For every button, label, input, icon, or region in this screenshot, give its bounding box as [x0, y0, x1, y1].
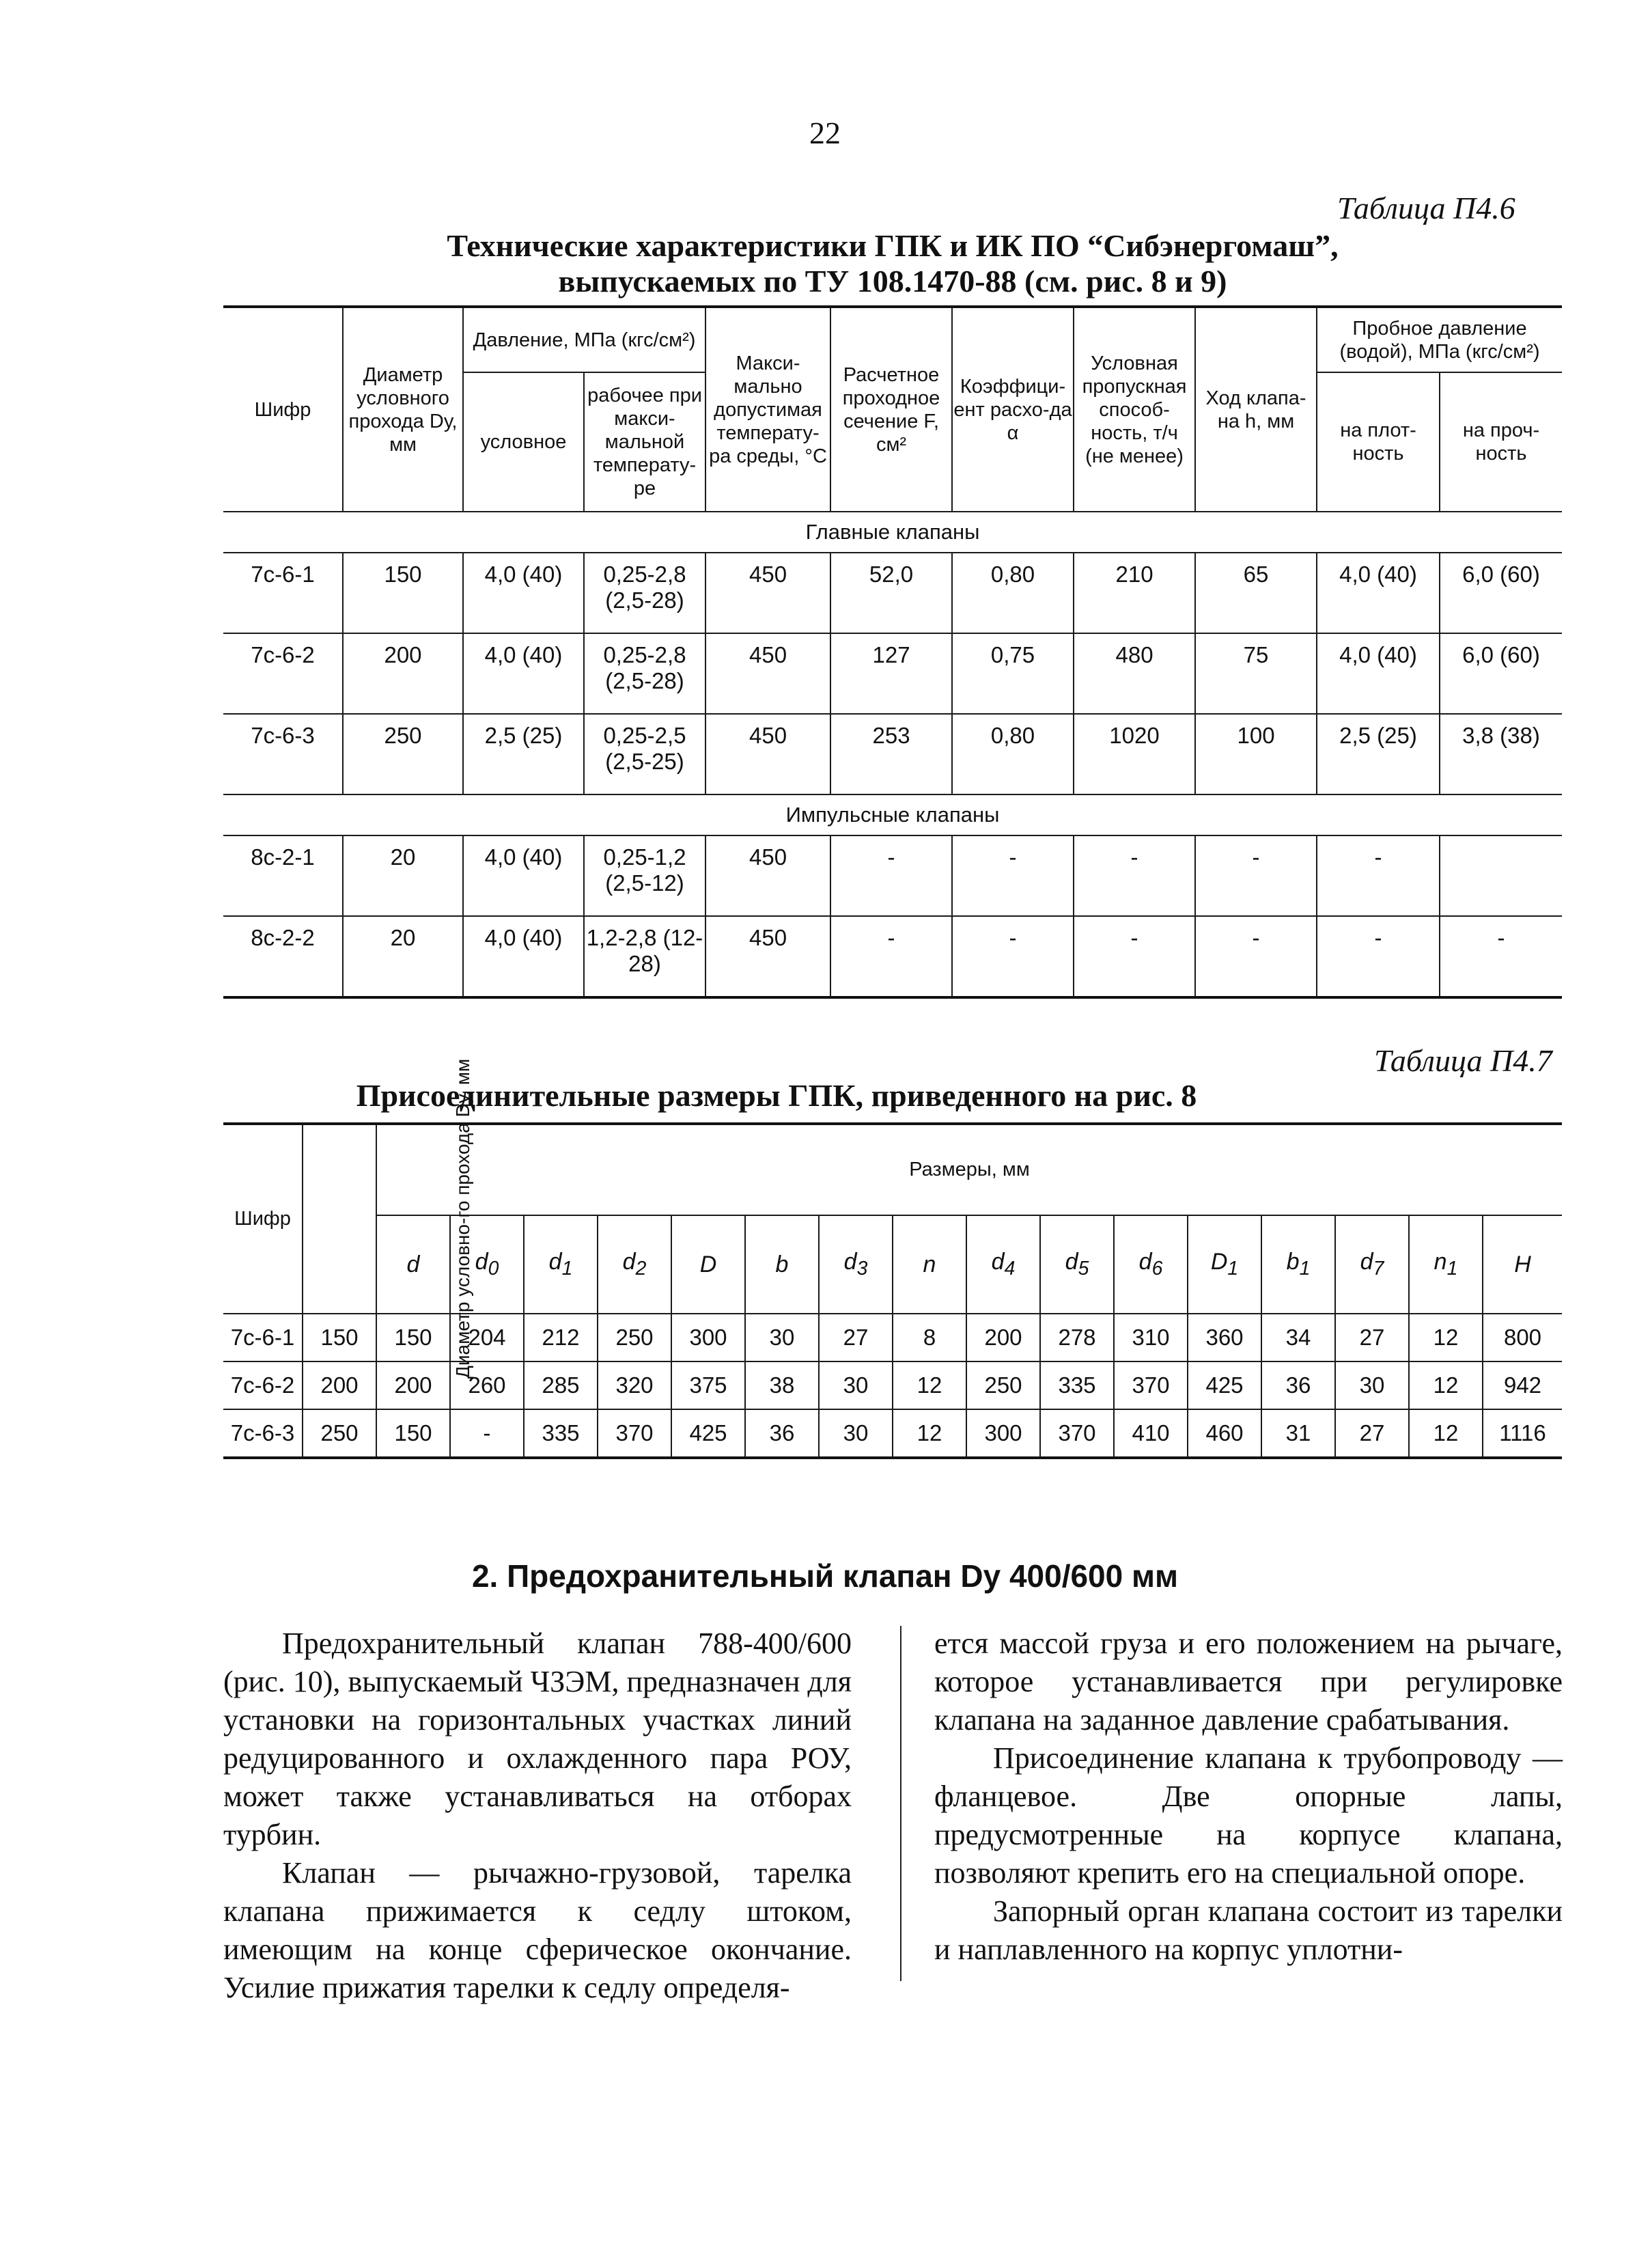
table-cell: 800: [1483, 1314, 1562, 1361]
column-symbol: d: [548, 1249, 562, 1275]
t2-header-code: Шифр: [223, 1124, 303, 1314]
table-cell: 204: [450, 1314, 524, 1361]
page-number: 22: [809, 115, 841, 150]
group-name: Главные клапаны: [223, 512, 1562, 553]
table-cell: 7с-6-3: [223, 1409, 303, 1458]
table-cell: 20: [343, 916, 463, 997]
table-cell: 410: [1114, 1409, 1188, 1458]
table-cell: 335: [524, 1409, 598, 1458]
table-cell: 36: [1261, 1361, 1335, 1409]
table-cell: 942: [1483, 1361, 1562, 1409]
table-cell: 12: [1409, 1361, 1483, 1409]
table-cell: 200: [303, 1361, 376, 1409]
table-cell: 12: [893, 1361, 966, 1409]
table-cell: 1,2-2,8 (12-28): [584, 916, 705, 997]
table-cell: 450: [705, 916, 830, 997]
table-cell: 320: [598, 1361, 671, 1409]
table-cell: 4,0 (40): [463, 916, 584, 997]
table-cell: 150: [303, 1314, 376, 1361]
table-cell: -: [830, 835, 952, 916]
group-name: Импульсные клапаны: [223, 794, 1562, 835]
column-header: [376, 1215, 450, 1314]
header-test-density: на плот-ность: [1317, 372, 1440, 512]
table-cell: 0,25-2,8 (2,5-28): [584, 633, 705, 714]
header-flow-area: Расчетное проходное сечение F, см²: [830, 307, 952, 512]
table-cell: -: [1440, 916, 1562, 997]
header-pressure-nominal: условное: [463, 372, 584, 512]
column-symbol: d: [406, 1251, 420, 1277]
right-column: [934, 1624, 1563, 1969]
column-symbol: d: [991, 1249, 1005, 1275]
table-row: [223, 714, 1562, 794]
table-cell: 460: [1188, 1409, 1261, 1458]
column-symbol: b: [1286, 1249, 1300, 1275]
table-row: [223, 633, 1562, 714]
column-symbol: n: [1434, 1249, 1447, 1275]
table-cell: 150: [376, 1409, 450, 1458]
column-subscript: 1: [1299, 1257, 1311, 1280]
table-row: [223, 553, 1562, 633]
table-cell: 65: [1195, 553, 1317, 633]
table-cell: 450: [705, 714, 830, 794]
column-header: [1188, 1215, 1261, 1314]
table-row: [223, 1314, 1562, 1361]
table-cell: 6,0 (60): [1440, 633, 1562, 714]
table-cell: 375: [671, 1361, 745, 1409]
column-subscript: 2: [635, 1257, 647, 1280]
column-header: [819, 1215, 893, 1314]
table-cell: -: [450, 1409, 524, 1458]
table-cell: 0,25-2,5 (2,5-25): [584, 714, 705, 794]
table-cell: 27: [819, 1314, 893, 1361]
table-cell: -: [1074, 835, 1195, 916]
table-cell: 12: [893, 1409, 966, 1458]
table-cell: 260: [450, 1361, 524, 1409]
column-subscript: 1: [1446, 1257, 1458, 1280]
table-cell: 370: [1040, 1409, 1114, 1458]
column-header: [524, 1215, 598, 1314]
column-header: [1409, 1215, 1483, 1314]
column-symbol: d: [1065, 1249, 1078, 1275]
paragraph: ется массой груза и его положением на рычаге, которое устанавливается при регулировке клапана на заданное давление срабатывания.: [934, 1627, 1563, 1737]
table1-label: Таблица П4.6: [1337, 191, 1515, 225]
table-cell: 127: [830, 633, 952, 714]
table-cell: 370: [1114, 1361, 1188, 1409]
table-cell: 4,0 (40): [463, 835, 584, 916]
column-subscript: 7: [1373, 1257, 1384, 1280]
column-symbol: d: [475, 1249, 488, 1275]
table-row: [223, 1361, 1562, 1409]
section-title: 2. Предохранительный клапан Dу 400/600 мм: [471, 1558, 1179, 1594]
header-max-temp: Макси-мально допустимая температу-ра среды, °С: [705, 307, 830, 512]
column-symbol: D: [1210, 1249, 1228, 1275]
table-cell: 36: [745, 1409, 819, 1458]
table2-label: Таблица П4.7: [1374, 1043, 1552, 1078]
table-cell: 20: [343, 835, 463, 916]
table-cell: 250: [343, 714, 463, 794]
table-cell: 200: [343, 633, 463, 714]
group-row: [223, 512, 1562, 553]
table-cell: 7с-6-1: [223, 553, 343, 633]
column-symbol: H: [1514, 1251, 1531, 1277]
table-cell: 7с-6-2: [223, 633, 343, 714]
table-cell: 150: [376, 1314, 450, 1361]
table-cell: 75: [1195, 633, 1317, 714]
table-cell: 7с-6-3: [223, 714, 343, 794]
table-row: [223, 835, 1562, 916]
table-cell: 450: [705, 553, 830, 633]
table-cell: 4,0 (40): [1317, 633, 1440, 714]
table-cell: 1020: [1074, 714, 1195, 794]
column-header: [671, 1215, 745, 1314]
header-capacity: Условная пропускная способ-ность, т/ч (не менее): [1074, 307, 1195, 512]
table-cell: 0,80: [952, 553, 1074, 633]
table2-title: Присоединительные размеры ГПК, приведенного на рис. 8: [356, 1078, 1197, 1113]
table-cell: 0,25-2,8 (2,5-28): [584, 553, 705, 633]
table-cell: 30: [745, 1314, 819, 1361]
column-symbol: D: [699, 1251, 717, 1277]
header-stroke: Ход клапа-на h, мм: [1195, 307, 1317, 512]
table-cell: -: [1317, 835, 1440, 916]
table-cell: 250: [598, 1314, 671, 1361]
paragraph: Запорный орган клапана состоит из тарелки и наплавленного на корпус уплотни-: [934, 1894, 1563, 1966]
table-cell: 7с-6-1: [223, 1314, 303, 1361]
column-header: [745, 1215, 819, 1314]
table-cell: -: [952, 916, 1074, 997]
header-code: Шифр: [223, 307, 343, 512]
column-subscript: 1: [561, 1257, 573, 1280]
table-cell: 250: [303, 1409, 376, 1458]
table-cell: -: [1195, 835, 1317, 916]
table-cell: 285: [524, 1361, 598, 1409]
table-cell: 27: [1335, 1314, 1409, 1361]
technical-specs-table: [223, 305, 1562, 999]
header-flow-coef: Коэффици-ент расхо-да α: [952, 307, 1074, 512]
t2-header-diameter-text: Диаметр условно-го прохода Dу, мм: [452, 1058, 474, 1379]
table-cell: 27: [1335, 1409, 1409, 1458]
table-cell: 30: [1335, 1361, 1409, 1409]
left-column: [223, 1624, 852, 2007]
table-cell: 360: [1188, 1314, 1261, 1361]
paragraph: Предохранительный клапан 788-400/600 (рис. 10), выпускаемый ЧЗЭМ, предназначен для установки на горизонтальных участках линий редуцированного и охлажденного пара РОУ, может также устанавливаться на отборах турбин.: [223, 1627, 852, 1851]
column-subscript: 3: [856, 1257, 868, 1280]
paragraph: Присоединение клапана к трубопроводу — фланцевое. Две опорные лапы, предусмотренные на корпусе клапана, позволяют крепить его на специальной опоре.: [934, 1741, 1563, 1890]
table-cell: 38: [745, 1361, 819, 1409]
table-cell: 0,80: [952, 714, 1074, 794]
table-cell: -: [1317, 916, 1440, 997]
table-cell: 52,0: [830, 553, 952, 633]
column-subscript: 5: [1078, 1257, 1089, 1280]
table1-title-line2: выпускаемых по ТУ 108.1470-88 (см. рис. 8 и 9): [558, 264, 1227, 299]
table-cell: 30: [819, 1361, 893, 1409]
t2-header-sizes: Размеры, мм: [376, 1124, 1562, 1215]
table-cell: 7с-6-2: [223, 1361, 303, 1409]
table-cell: -: [1195, 916, 1317, 997]
table-cell: 8с-2-2: [223, 916, 343, 997]
table-cell: 0,75: [952, 633, 1074, 714]
table-cell: 425: [671, 1409, 745, 1458]
table1-title-line1: Технические характеристики ГПК и ИК ПО “Сибэнергомаш”,: [447, 228, 1339, 263]
column-header: [966, 1215, 1040, 1314]
table-cell: 150: [343, 553, 463, 633]
header-test-strength: на проч-ность: [1440, 372, 1562, 512]
table-cell: 2,5 (25): [463, 714, 584, 794]
column-symbol: d: [843, 1249, 857, 1275]
column-header: [598, 1215, 671, 1314]
table-cell: 4,0 (40): [1317, 553, 1440, 633]
table-cell: 0,25-1,2 (2,5-12): [584, 835, 705, 916]
column-subscript: 0: [488, 1257, 499, 1280]
table-cell: 12: [1409, 1314, 1483, 1361]
column-symbol: n: [923, 1251, 936, 1277]
table-cell: 4,0 (40): [463, 633, 584, 714]
table-cell: 425: [1188, 1361, 1261, 1409]
header-pressure-working: рабочее при макси-мальной температу-ре: [584, 372, 705, 512]
group-row: [223, 794, 1562, 835]
table-cell: -: [952, 835, 1074, 916]
table-cell: 300: [966, 1409, 1040, 1458]
table-cell: -: [1074, 916, 1195, 997]
table-cell: 310: [1114, 1314, 1188, 1361]
table-row: [223, 916, 1562, 997]
table-cell: 212: [524, 1314, 598, 1361]
column-symbol: b: [775, 1251, 789, 1277]
column-header: [1040, 1215, 1114, 1314]
table-cell: 253: [830, 714, 952, 794]
column-symbol: d: [622, 1249, 636, 1275]
header-pressure: Давление, МПа (кгс/см²): [463, 307, 705, 372]
table-cell: 34: [1261, 1314, 1335, 1361]
table-cell: 8с-2-1: [223, 835, 343, 916]
column-header: [1335, 1215, 1409, 1314]
header-test-pressure: Пробное давление (водой), МПа (кгс/см²): [1317, 307, 1562, 372]
table-cell: 12: [1409, 1409, 1483, 1458]
table-cell: 370: [598, 1409, 671, 1458]
table-cell: 480: [1074, 633, 1195, 714]
table-cell: 300: [671, 1314, 745, 1361]
table-cell: 450: [705, 835, 830, 916]
column-header: [1483, 1215, 1562, 1314]
table1-title: [223, 228, 1562, 299]
paragraph: Клапан — рычажно-грузовой, тарелка клапана прижимается к седлу штоком, имеющим на конце сферическое окончание. Усилие прижатия тарелки к седлу определя-: [223, 1856, 852, 2004]
column-symbol: d: [1360, 1249, 1373, 1275]
column-header: [1261, 1215, 1335, 1314]
table-cell: 8: [893, 1314, 966, 1361]
column-subscript: 4: [1004, 1257, 1016, 1280]
column-divider: [900, 1626, 901, 1981]
table-row: [223, 1409, 1562, 1458]
table-cell: [1440, 835, 1562, 916]
table-cell: 200: [376, 1361, 450, 1409]
column-subscript: 6: [1151, 1257, 1163, 1280]
table-cell: 31: [1261, 1409, 1335, 1458]
table-cell: 3,8 (38): [1440, 714, 1562, 794]
header-diameter: Диаметр условного прохода Dу, мм: [343, 307, 463, 512]
table-cell: 450: [705, 633, 830, 714]
table-cell: 210: [1074, 553, 1195, 633]
table-cell: 200: [966, 1314, 1040, 1361]
table-cell: 2,5 (25): [1317, 714, 1440, 794]
table-cell: 278: [1040, 1314, 1114, 1361]
table-cell: 30: [819, 1409, 893, 1458]
table-cell: 250: [966, 1361, 1040, 1409]
table-cell: 6,0 (60): [1440, 553, 1562, 633]
column-header: [893, 1215, 966, 1314]
column-header: [1114, 1215, 1188, 1314]
column-subscript: 1: [1227, 1257, 1239, 1280]
table-cell: 100: [1195, 714, 1317, 794]
table-cell: 1116: [1483, 1409, 1562, 1458]
table-cell: 335: [1040, 1361, 1114, 1409]
table-cell: -: [830, 916, 952, 997]
column-symbol: d: [1138, 1249, 1152, 1275]
table-cell: 4,0 (40): [463, 553, 584, 633]
